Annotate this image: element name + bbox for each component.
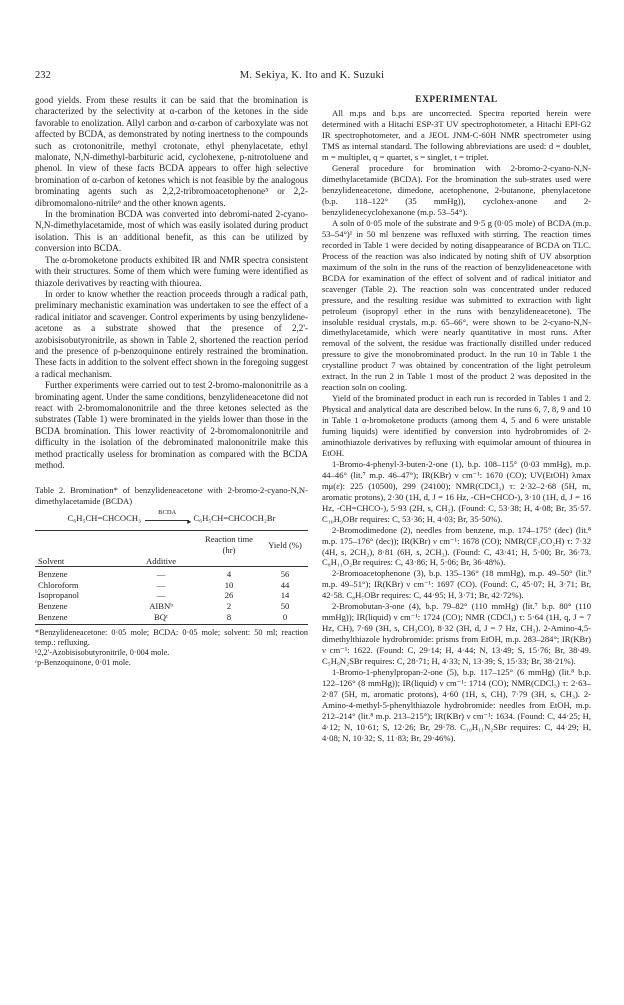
body-paragraph: A soln of 0·05 mole of the substrate and 9·5 g (0·05 mole) of BCDA (m.p. 53–54°)¹ in 50 ml benzene was refluxed with stirring. The reaction times recorded in Table 1 were decided by noting disappearance of BCDA on TLC. Process of the reaction was also indicated by noting shift of UV absorption maximum of the soln in the runs of the reaction of benzylideneacetone with BCDA for examination of the effect of solvent and of radical initiator and scavenger (Table 2). The reaction soln was concentrated under reduced pressure, and the resulting residue was submitted to extraction with light petroleum (isopropyl ether in the runs with benzylideneacetone). The insoluble residual crystals, m.p. 65–66°, were shown to be 2-cyano-N,N-dimethylacetamide, which were nearly quantitative in most runs. After removal of the solvent, the residue was fractionally distilled under reduced pressure to give the monobrominated product. In the run 10 in Table 1 the crystalline product 7 was obtained by concentration of the light petroleum extract. In the run 2 in Table 1 most of the product 2 was deposited in the reaction soln on cooling.: [322, 217, 591, 393]
table-cell-additive: BQᶜ: [153, 611, 169, 622]
body-paragraph: Yield of the brominated product in each run is recorded in Tables 1 and 2. Physical and analytical data are described below. In the runs 6, 7, 8, 9 and 10 in Table 1 α-bromoketone products (among them 4, 5 and 6 were unstable fuming liquids) were identified by conversion into hydrobromides of 2-aminothiazole derivatives by refluxing with equimolar amount of thiourea in EtOH.: [322, 393, 591, 458]
table-cell-yield: 14: [280, 590, 290, 601]
arrow-label: BCDA: [158, 509, 177, 516]
table-2: [35, 485, 308, 668]
table-cell-time: 4: [226, 569, 232, 580]
compound-data: 1-Bromo-1-phenylpropan-2-one (5), b.p. 117–125° (6 mmHg) (lit.⁸ b.p. 122–126° (8 mmHg)); IR(liquid) ν cm⁻¹: 1714 (CO); NMR(CDCl₃) τ: 2·63–2·87 (5H, m, aromatic protons), 4·60 (1H, s, CH), 7·79 (3H, s, CH₃). 2-Amino-4-methyl-5-phenylthiazole hydrobromide: needles from EtOH, m.p. 212–214° (lit.⁸ m.p. 213–215°); IR(KBr) ν cm⁻¹: 1634. (Found: C, 44·25; H, 4·12; N, 10·61; S, 12·26; Br, 29·78. C₁₀H₁₁N₂SBr requires: C, 44·29; H, 4·08; N, 10·32; S, 11·83; Br, 29·46%).: [322, 667, 591, 743]
table-footnotes: [35, 628, 308, 668]
body-paragraph: In the bromination BCDA was converted into debromi-nated 2-cyano-N,N-dimethylacetamide, most of which was easily isolated during product isolation. This is an additional benefit, as this can be utilized by conversion into BCDA.: [35, 209, 308, 254]
compound-data: 2-Bromobutan-3-one (4), b.p. 79–82° (110 mmHg) (lit.⁷ b.p. 80° (110 mmHg)); IR(liquid) ν cm⁻¹: 1724 (CO); NMR (CDCl₃) τ: 5·64 (1H, q, J = 7 Hz, CH), 7·69 (3H, s, CH₃CO), 8·32 (3H, d, J = 7 Hz, CH₃). 2-Amino-4,5-dimethylthiazole hydrobromide: prisms from EtOH, m.p. 283–284°; IR(KBr) ν cm⁻¹: 1622. (Found: C, 29·14; H, 4·44; N, 13·49; S, 15·76; Br, 38·49. C₅H₉N₂SBr requires: C, 28·71; H, 4·33; N, 13·39; S, 15·33; Br, 38·21%).: [322, 601, 591, 667]
column-header: Solvent: [38, 555, 65, 566]
table-row: [35, 590, 308, 601]
body-paragraph: The α-bromoketone products exhibited IR and NMR spectra consistent with their structures. Some of them which were fuming were identified as thiazole derivatives by reacting with thiourea.: [35, 254, 308, 288]
footnote: ᶜp-Benzoquinone, 0·01 mole.: [35, 658, 131, 668]
reaction-scheme: [35, 509, 308, 526]
table-row: [35, 612, 308, 625]
reactant: C₆H₅CH=CHCOCH₃: [67, 513, 142, 523]
table-cell-yield: 0: [282, 611, 288, 622]
body-paragraph: Further experiments were carried out to test 2-bromo-malononitrile as a brominating agent. Under the same conditions, benzylideneacetone did not react with 2-bromomalononitrile and the three ketones selected as the substrates (Table 1) were brominated in the yields lower than those in the BCDA bromination. This lower reactivity of 2-bromomalononitrile and difficulty in the isolation of the debrominated malononitrile make this method practically useless for bromination as compared with the BCDA method.: [35, 380, 308, 470]
column-header: Reaction time (hr): [205, 534, 253, 555]
page-header: [35, 70, 589, 84]
reaction-arrow: BCDA ▸: [145, 514, 189, 521]
table-cell-solvent: Benzene: [38, 611, 68, 622]
column-header: Yield (%): [268, 539, 302, 550]
table-cell-additive: —: [156, 590, 166, 601]
table-cell-additive: —: [156, 569, 166, 580]
table-row: [35, 601, 308, 612]
page-number: 232: [35, 70, 51, 81]
table-cell-solvent: Chloroform: [38, 579, 79, 590]
table-cell-additive: —: [156, 579, 166, 590]
footnote: ᵇ2,2'-Azobisisobutyronitrile, 0·004 mole.: [35, 648, 170, 658]
product: C₆H₅CH=CHCOCH₂Br: [193, 513, 276, 523]
body-paragraph: General procedure for bromination with 2-bromo-2-cyano-N,N-dimethylacetamide (BCDA). For the bromination the sub-strates used were benzylideneacetone, dimedone, acetophenone, 2-butanone, phenylacetone (b.p. 118–122° (35 mmHg)), cyclohex-anone and 2-benzylidenecyclohexanone (m.p. 53–54°).: [322, 163, 591, 217]
table-cell-yield: 56: [280, 569, 290, 580]
table-cell-solvent: Benzene: [38, 569, 68, 580]
results-table: [35, 530, 308, 625]
table-cell-additive: AIBNᵇ: [149, 600, 173, 611]
running-head: M. Sekiya, K. Ito and K. Suzuki: [239, 70, 385, 81]
table-cell-time: 10: [224, 579, 234, 590]
column-header: Additive: [146, 555, 177, 566]
table-cell-solvent: Isopropanol: [38, 590, 80, 601]
body-paragraph: good yields. From these results it can be said that the bromination is characterized by the selectivity at α-carbon of the ketones in the side favorable to enolization. Allyl carbon and α-carbon of carboxylate was not affected by BCDA, as demonstrated by noting inertness to the compounds such as crotononitrile, methyl crotonate, ethyl phenylacetate, ethyl malonate, N,N-dimethyl-barbituric acid, cyclohexene, p-nitrotoluene and phenol. In view of these facts BCDA appears to offer high selective bromination of α-carbon of ketones which is not feasible by the analogous brominating agents such as 2,2,2-tribromoacetophenone⁵ or 2,2-dibromomalono-nitrile⁶ and the other known agents.: [35, 95, 308, 208]
table-row: [35, 567, 308, 580]
body-paragraph: In order to know whether the reaction proceeds through a radical path, preliminary mechanistic examination was undertaken to see the effect of a radical initiator and scavenger. Control experiments by using benzylidene-acetone as a substrate showed that the presence of 2,2'-azobisisobutyronitrile, as shown in Table 2, shortened the reaction period and the presence of p-benzoquinone entirely restrained the bromination. These facts in addition to the solvent effect shown in the foregoing suggest a radical mechanism.: [35, 288, 308, 379]
table-row: [35, 580, 308, 591]
table-cell-time: 8: [226, 611, 232, 622]
compound-data: 2-Bromoacetophenone (3), b.p. 135–136° (18 mmHg), m.p. 49–50° (lit.⁹ m.p. 49–51°); IR(KBr) ν cm⁻¹: 1697 (CO). (Found: C, 45·07; H, 3·71; Br, 42·58. C₈H₇OBr requires: C, 44·95; H, 3·71; Br, 42·72%).: [322, 568, 591, 601]
table-cell-time: 2: [226, 600, 232, 611]
table-cell-solvent: Benzene: [38, 600, 68, 611]
table-caption: Table 2. Bromination* of benzylideneacetone with 2-bromo-2-cyano-N,N-dimethylacetamide (BCDA): [35, 485, 308, 507]
compound-data: 2-Bromodimedone (2), needles from benzene, m.p. 174–175° (dec) (lit.⁸ m.p. 175–176° (dec)); IR(KBr) ν cm⁻¹: 1678 (CO); NMR(CF₃CO₂H) τ: 7·32 (4H, s, 2CH₂), 8·81 (6H, s, 2CH₃). (Found: C, 43·41; H, 5·00; Br, 36·73. C₈H₁₁O₂Br requires: C, 43·86; H, 5·06; Br, 36·48%).: [322, 524, 591, 568]
table-cell-yield: 50: [280, 600, 290, 611]
table-cell-time: 26: [224, 590, 234, 601]
compound-data: 1-Bromo-4-phenyl-3-buten-2-one (1), b.p. 108–115° (0·03 mmHg), m.p. 44–46° (lit.⁷ m.p. 46–47°); IR(KBr) ν cm⁻¹: 1670 (CO); UV(EtOH) λmax mμ(ε): 225 (10500), 299 (24100); NMR(CDCl₃) τ: 2·32–2·68 (5H, m, aromatic protons), 2·30 (1H, d, J = 16 Hz, -CH=CHCO-), 3·10 (1H, d, J = 16 Hz, -CH=CHCO-), 5·93 (2H, s, CH₂). (Found: C, 53·38; H, 4·08; Br, 35·57. C₁₀H₉OBr requires: C, 53·36; H, 4·03; Br, 35·50%).: [322, 458, 591, 524]
footnote: *Benzylideneacetone: 0·05 mole; BCDA: 0·05 mole; solvent: 50 ml; reaction temp.: refluxing.: [35, 628, 308, 648]
section-heading: EXPERIMENTAL: [415, 95, 498, 105]
right-column: [322, 95, 591, 744]
table-cell-yield: 44: [280, 579, 290, 590]
body-paragraph: All m.ps and b.ps are uncorrected. Spectra reported herein were determined with a Hitachi ESP-3T UV spectrophotometer, a Hitachi EPI-G2 IR spectrophotometer, and a JEOL JNM-C-60H NMR spectrometer using TMS as internal standard. The following abbreviations are used: d = doublet, m = multiplet, q = quartet, s = singlet, t = triplet.: [322, 108, 591, 163]
left-column: [35, 95, 308, 668]
